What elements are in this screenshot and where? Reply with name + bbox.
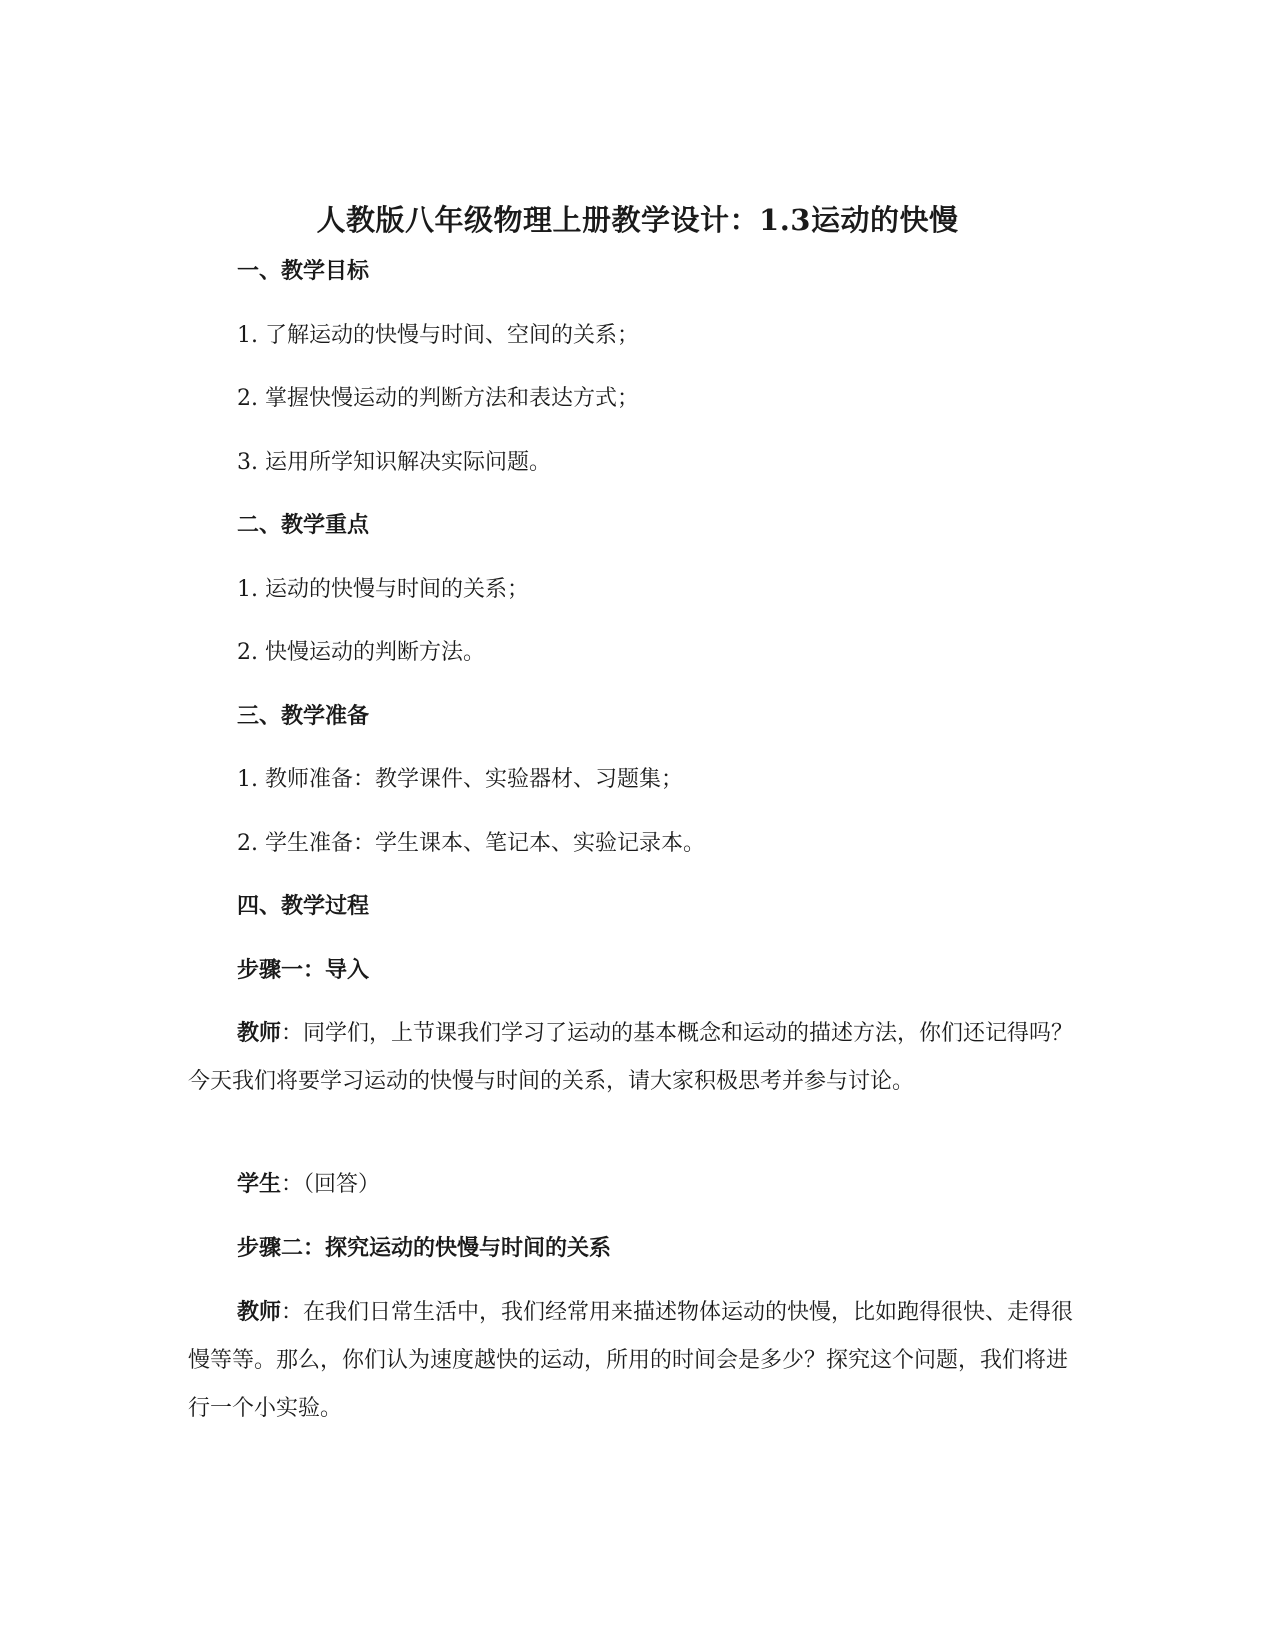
step2-teacher-paragraph: [188, 1289, 1088, 1433]
teacher-dialogue-text: ：在我们日常生活中，我们经常用来描述物体运动的快慢，比如跑得很快、走得很慢等等。那么，你们认为速度越快的运动，所用的时间会是多少？探究这个问题，我们将进行一个小实验。: [188, 1300, 1074, 1421]
step2-heading: 步骤二：探究运动的快慢与时间的关系: [237, 1236, 612, 1261]
speaker-label-student: 学生: [237, 1172, 282, 1197]
section-heading-objectives: 一、教学目标: [237, 259, 370, 284]
student-dialogue-text: ：（回答）: [281, 1172, 381, 1197]
section-heading-process: 四、教学过程: [237, 894, 370, 919]
step1-heading: 步骤一：导入: [237, 958, 370, 983]
objective-item-2: 2. 掌握快慢运动的判断方法和表达方式；: [237, 386, 639, 411]
preparation-item-1: 1. 教师准备：教学课件、实验器材、习题集；: [237, 767, 683, 792]
key-point-item-2: 2. 快慢运动的判断方法。: [237, 640, 485, 665]
objective-item-1: 1. 了解运动的快慢与时间、空间的关系；: [237, 323, 639, 348]
objective-item-3: 3. 运用所学知识解决实际问题。: [237, 450, 551, 475]
preparation-item-2: 2. 学生准备：学生课本、笔记本、实验记录本。: [237, 831, 705, 856]
section-heading-preparation: 三、教学准备: [237, 704, 370, 729]
document-title: 人教版八年级物理上册教学设计：1.3运动的快慢: [316, 203, 959, 237]
key-point-item-1: 1. 运动的快慢与时间的关系；: [237, 577, 529, 602]
step1-teacher-paragraph: [188, 1010, 1088, 1106]
teacher-dialogue-text: ：同学们，上节课我们学习了运动的基本概念和运动的描述方法，你们还记得吗？今天我们将要学习运动的快慢与时间的关系，请大家积极思考并参与讨论。: [188, 1021, 1074, 1094]
speaker-label-teacher: 教师: [237, 1300, 282, 1325]
step1-student-paragraph: [188, 1161, 1088, 1209]
section-heading-key-points: 二、教学重点: [237, 513, 370, 538]
speaker-label-teacher: 教师: [237, 1021, 282, 1046]
